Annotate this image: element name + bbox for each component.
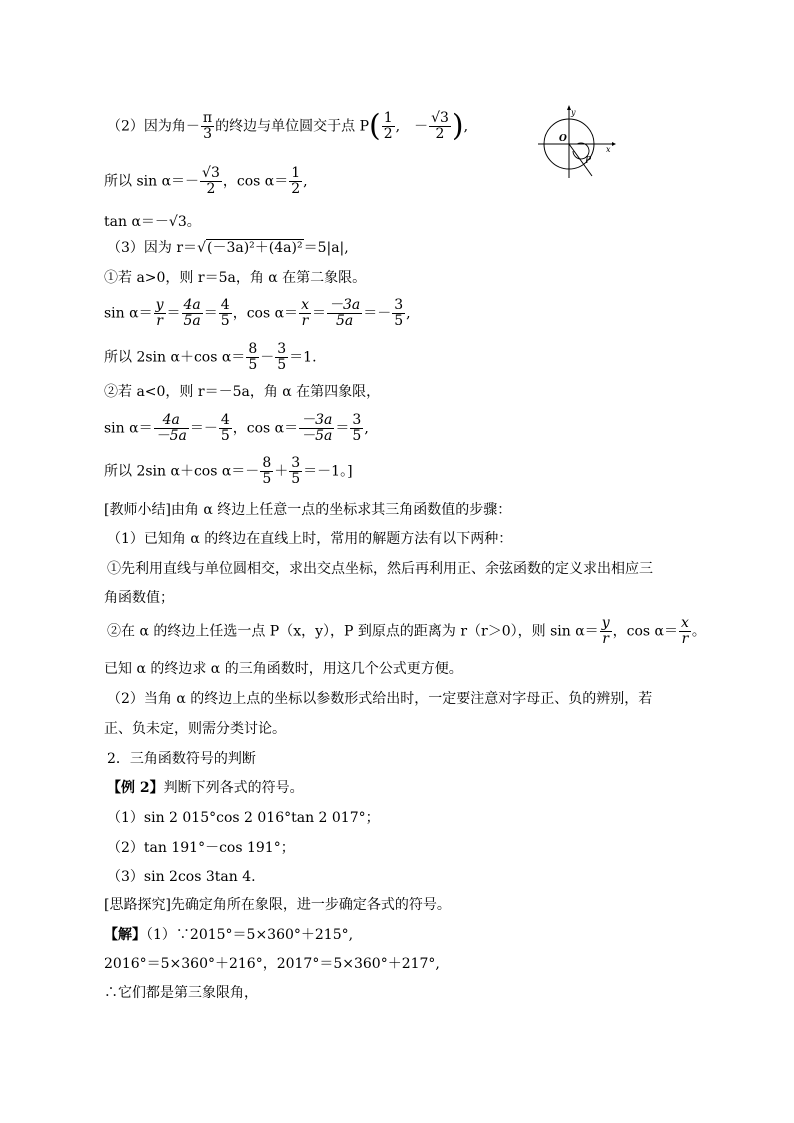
denominator: r [156, 313, 163, 329]
denominator: －5a [155, 428, 187, 444]
summary-2-line2: 正、负未定，则需分类讨论。 [104, 721, 286, 737]
denominator: 5 [352, 428, 362, 444]
case1-line: ①若 a>0，则 r＝5a，角 α 在第二象限。 [104, 270, 367, 286]
fraction [219, 413, 232, 444]
numerator: 1 [291, 165, 301, 181]
summary-1a-line2: 角函数值； [104, 590, 174, 606]
denominator: 5 [248, 357, 258, 373]
case1-result-line [104, 342, 317, 373]
section-heading: 2．三角函数符号的判断 [107, 751, 256, 767]
text: ，cos α＝ [612, 623, 678, 640]
numerator: 4a [183, 297, 201, 313]
fraction [246, 342, 259, 373]
point-p-label: P [585, 156, 592, 166]
text: （2）因为角－ [107, 118, 200, 135]
x-axis-arrow [612, 142, 616, 146]
fraction [275, 342, 288, 373]
fraction [392, 298, 405, 329]
text: ＋ [274, 463, 289, 480]
text: , [364, 420, 369, 437]
case2-line: ②若 a<0，则 r＝－5a，角 α 在第四象限， [104, 384, 381, 400]
denominator: 5 [394, 313, 404, 329]
text: 的终边与单位圆交于点 P [215, 118, 369, 135]
denominator: 5 [277, 357, 287, 373]
fraction [600, 616, 612, 647]
numerator: 3 [291, 455, 301, 471]
numerator: 3 [277, 341, 287, 357]
fraction [679, 616, 691, 647]
text: 所以 sin α＝－ [104, 173, 200, 190]
numerator: －3a [328, 297, 361, 313]
denominator: 5 [220, 428, 230, 444]
numerator: 4 [220, 412, 230, 428]
text: ＝－ [363, 305, 392, 322]
text: 所以 2sin α＋cos α＝－ [104, 463, 260, 480]
text: ＝ [203, 305, 218, 322]
fraction [260, 456, 273, 487]
y-axis-label: y [571, 108, 576, 117]
example-tag: 【例 2】 [107, 780, 164, 796]
fraction [299, 413, 334, 444]
text: sin α＝ [104, 420, 153, 437]
numerator: y [155, 297, 164, 313]
example-2-item-3: （3）sin 2cos 3tan 4. [107, 869, 256, 885]
thinking-line: [思路探究]先确定角所在象限，进一步确定各式的符号。 [104, 897, 451, 913]
numerator: √3 [431, 110, 449, 126]
fraction [299, 298, 311, 329]
summary-2-line1: （2）当角 α 的终边上点的坐标以参数形式给出时，一定要注意对字母正、负的辨别，若 [107, 691, 653, 707]
text: , [303, 173, 308, 190]
text: － [260, 349, 275, 366]
text: （3）因为 r＝ [107, 240, 198, 256]
text: ，cos α＝ [232, 420, 299, 437]
numerator: －3a [301, 412, 333, 428]
text: 。 [691, 623, 706, 640]
p2-line [107, 108, 469, 144]
fraction [200, 166, 222, 197]
denominator: r [602, 631, 609, 647]
denominator: 2 [291, 181, 301, 197]
fraction [289, 166, 302, 197]
tan-line: tan α＝－√3。 [104, 214, 201, 230]
fraction [350, 413, 363, 444]
text: , － [395, 118, 429, 135]
denominator: 5 [262, 471, 272, 487]
fraction-y [429, 111, 451, 142]
text: ＝ [166, 305, 181, 322]
denominator: r [681, 631, 689, 647]
fraction [154, 298, 166, 329]
denominator: 5a [335, 313, 354, 329]
solution-tag: 【解】 [104, 927, 146, 943]
solution-line2: 2016°＝5×360°＋216°，2017°＝5×360°＋217°, [104, 956, 440, 972]
left-paren: ( [369, 108, 381, 144]
fraction [289, 456, 302, 487]
text: ＝－1。] [303, 463, 353, 480]
denominator: 5a [183, 313, 201, 329]
numerator: 4 [220, 297, 230, 313]
denominator: 5 [291, 471, 301, 487]
fraction-x [382, 111, 395, 142]
denominator: r [301, 313, 309, 329]
text: , [463, 118, 469, 135]
summary-1: （1）已知角 α 的终边在直线上时，常用的解题方法有以下两种： [107, 531, 513, 547]
text: ＝1. [289, 349, 317, 366]
example-2-item-1: （1）sin 2 015°cos 2 016°tan 2 017°； [107, 810, 380, 826]
solution-line1 [104, 925, 353, 945]
text: ＝ [311, 305, 326, 322]
text: 判断下列各式的符号。 [163, 780, 304, 796]
text: ＝－ [189, 420, 218, 437]
text: sin α＝ [104, 305, 153, 322]
numerator: y [601, 615, 610, 631]
unit-circle-figure [536, 104, 616, 180]
text: ＝ [335, 420, 350, 437]
numerator: x [680, 615, 689, 631]
text: ，cos α＝ [222, 173, 289, 190]
numerator: 1 [383, 110, 393, 126]
fraction-pi-3 [201, 111, 214, 142]
text: ＝5|a|, [303, 240, 349, 256]
example-2-title [107, 778, 304, 798]
p3-line [107, 238, 349, 258]
denominator: －5a [301, 428, 333, 444]
summary-1b-line2: 已知 α 的终边求 α 的三角函数时，用这几个公式更方便。 [104, 661, 463, 677]
fraction [154, 413, 189, 444]
numerator: 4a [154, 413, 189, 429]
numerator: 8 [262, 455, 272, 471]
numerator: √3 [202, 165, 220, 181]
text: ，cos α＝ [232, 305, 299, 322]
example-2-item-2: （2）tan 191°－cos 191°； [107, 840, 295, 856]
sin-cos-line [104, 166, 308, 197]
solution-line3: ∴它们都是第三象限角， [104, 985, 258, 1001]
sqrt-sign: √ [197, 240, 206, 256]
text: 所以 2sin α＋cos α＝ [104, 349, 246, 366]
summary-1b [107, 616, 706, 647]
text: （1）∵2015°＝5×360°＋215°, [146, 927, 354, 943]
right-paren: ) [451, 108, 464, 144]
denominator: 5 [220, 313, 230, 329]
denominator: 2 [206, 181, 216, 197]
numerator: π [202, 110, 213, 126]
denominator: 2 [435, 126, 445, 142]
denominator: 2 [383, 126, 393, 142]
numerator: x [301, 297, 309, 313]
case1-sin-line [104, 298, 411, 329]
text: , [406, 305, 411, 322]
summary-1a-line1: ①先利用直线与单位圆相交，求出交点坐标，然后再利用正、余弦函数的定义求出相应三 [107, 561, 653, 577]
summary-title: [教师小结]由角 α 终边上任意一点的坐标求其三角函数值的步骤： [104, 502, 512, 518]
fraction [219, 298, 232, 329]
numerator: 3 [352, 412, 362, 428]
fraction [327, 298, 362, 329]
numerator: 8 [248, 341, 258, 357]
denominator: 3 [203, 126, 212, 142]
x-axis-label: x [606, 145, 611, 154]
case2-result-line [104, 456, 353, 487]
text: ②在 α 的终边上任选一点 P（x，y），P 到原点的距离为 r（r＞0），则 sin α＝ [107, 623, 599, 640]
radicand: (－3a)²＋(4a)² [206, 240, 303, 256]
case2-sin-line [104, 413, 369, 444]
fraction [182, 298, 203, 329]
origin-label: O [559, 134, 567, 144]
numerator: 3 [394, 297, 404, 313]
